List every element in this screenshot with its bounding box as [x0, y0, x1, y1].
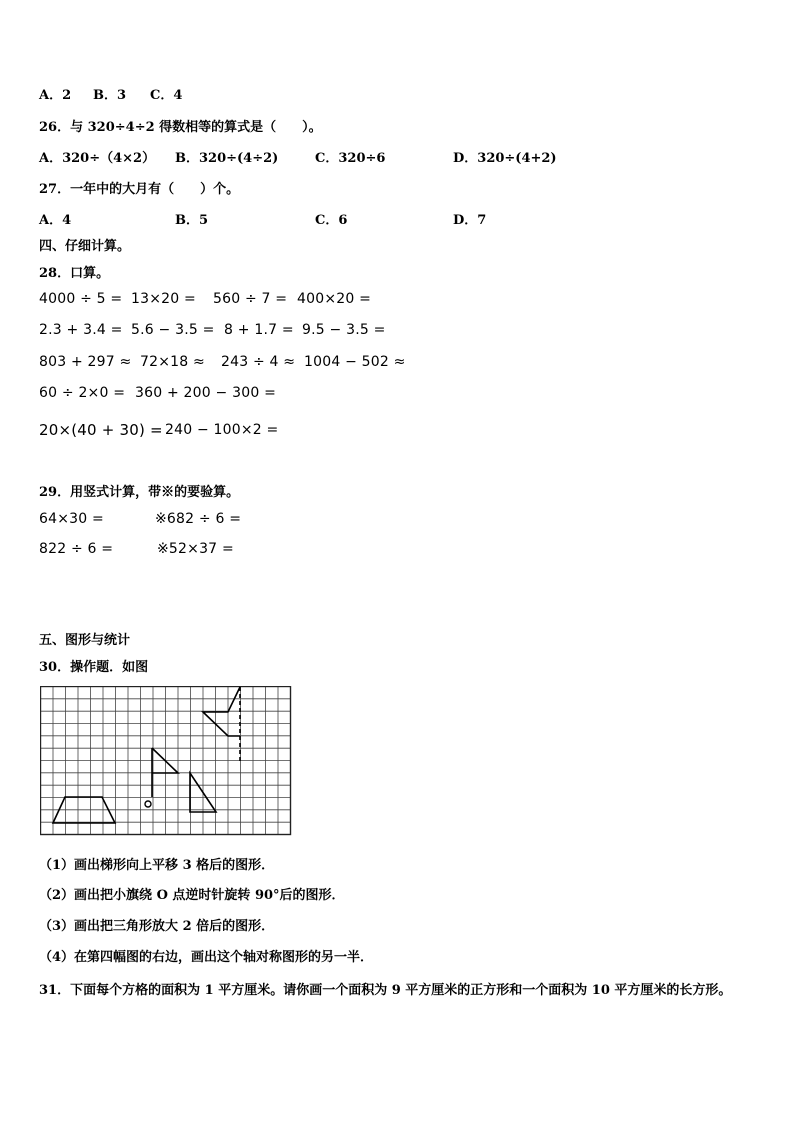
q28-expr: 243 ÷ 4 ≈: [221, 354, 296, 370]
q28-expr: 20×(40 + 30) =: [39, 421, 163, 439]
q28-stem: 28．口算。: [39, 266, 110, 281]
q27-option-a: A．4: [39, 213, 72, 228]
q27-stem: 27．一年中的大月有（ ）个。: [39, 182, 240, 197]
q28-expr: 1004 − 502 ≈: [304, 354, 406, 370]
section-5-heading: 五、图形与统计: [39, 633, 131, 648]
q26-stem: 26．与 320÷4÷2 得数相等的算式是（ ）。: [39, 120, 322, 135]
q28-expr: 360 + 200 − 300 =: [135, 385, 277, 401]
q28-expr: 60 ÷ 2×0 =: [39, 385, 126, 401]
q28-expr: 13×20 =: [131, 291, 196, 307]
point-o-marker: [145, 801, 151, 807]
q25-option-b: B．3: [93, 88, 127, 103]
q28-expr: 8 + 1.7 =: [224, 322, 294, 338]
q30-stem: 30．操作题．如图: [39, 660, 149, 675]
q28-expr: 2.3 + 3.4 =: [39, 322, 123, 338]
q28-expr: 5.6 − 3.5 =: [131, 322, 215, 338]
q27-option-d: D．7: [453, 213, 487, 228]
q29-expr: ※52×37 =: [157, 541, 234, 557]
q28-expr: 9.5 − 3.5 =: [302, 322, 386, 338]
q28-expr: 72×18 ≈: [140, 354, 205, 370]
q26-option-d: D．320÷(4+2): [453, 151, 557, 166]
q26-option-a: A．320÷（4×2）: [39, 151, 156, 166]
q28-expr: 400×20 =: [297, 291, 372, 307]
q26-option-b: B．320÷(4÷2): [175, 151, 279, 166]
q28-expr: 240 − 100×2 =: [165, 422, 279, 438]
q26-option-c: C．320÷6: [315, 151, 386, 166]
q30-task-3: （3）画出把三角形放大 2 倍后的图形．: [39, 919, 275, 934]
q30-task-4: （4）在第四幅图的右边，画出这个轴对称图形的另一半．: [39, 950, 374, 965]
q30-task-1: （1）画出梯形向上平移 3 格后的图形．: [39, 858, 275, 873]
q29-expr: ※682 ÷ 6 =: [155, 511, 242, 527]
q25-option-a: A．2: [39, 88, 72, 103]
q31-stem: 31．下面每个方格的面积为 1 平方厘米。请你画一个面积为 9 平方厘米的正方形和一个面积为 10 平方厘米的长方形。: [39, 983, 732, 998]
q28-expr: 560 ÷ 7 =: [213, 291, 288, 307]
q29-stem: 29．用竖式计算，带※的要验算。: [39, 485, 240, 500]
q27-option-b: B．5: [175, 213, 209, 228]
q29-expr: 822 ÷ 6 =: [39, 541, 114, 557]
q29-expr: 64×30 =: [39, 511, 104, 527]
q25-option-c: C．4: [150, 88, 183, 103]
grid-figure: [40, 686, 292, 836]
q28-expr: 803 + 297 ≈: [39, 354, 132, 370]
flag-shape: [152, 748, 178, 797]
q27-option-c: C．6: [315, 213, 348, 228]
section-4-heading: 四、仔细计算。: [39, 239, 131, 254]
q30-task-2: （2）画出把小旗绕 O 点逆时针旋转 90°后的图形．: [39, 888, 345, 903]
q28-expr: 4000 ÷ 5 =: [39, 291, 123, 307]
